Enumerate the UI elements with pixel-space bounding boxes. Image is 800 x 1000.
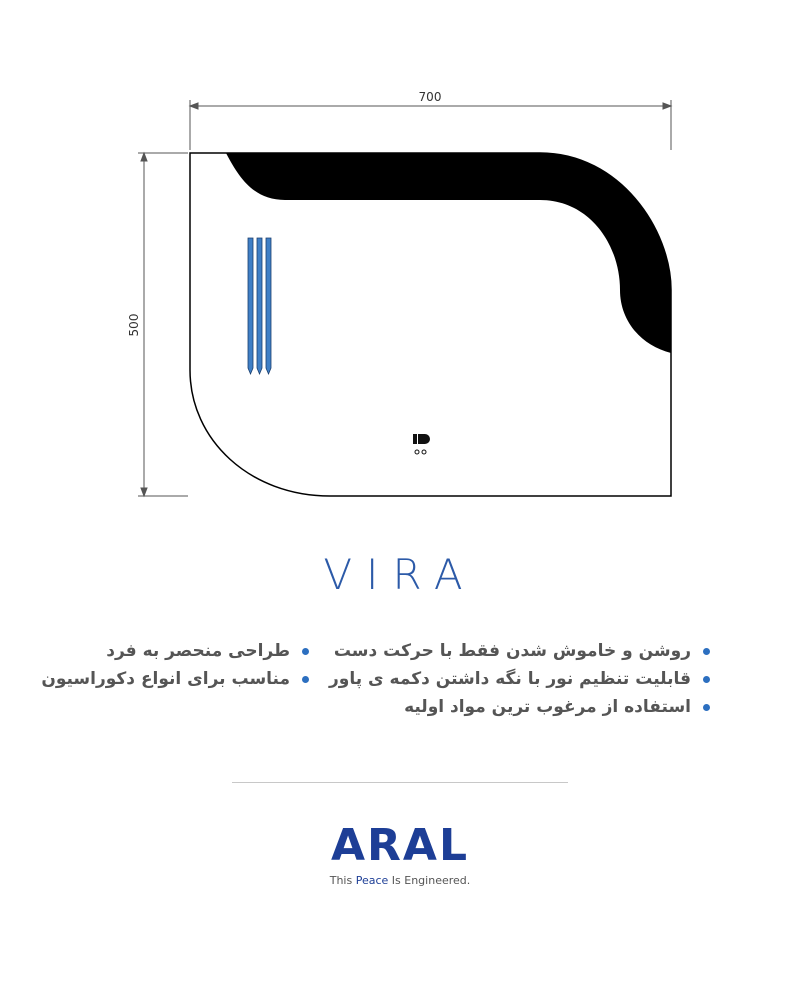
feature-text: طراحی منحصر به فرد [106,641,291,661]
feature-text: قابلیت تنظیم نور با نگه داشتن دکمه ی پاور [329,669,691,689]
feature-item [41,640,309,662]
feature-item [329,696,710,718]
width-label: 700 [418,90,442,104]
feature-column-left [41,640,309,718]
divider [232,782,568,783]
feature-list [41,640,710,718]
feature-item [329,640,710,662]
bullet-icon [302,648,309,655]
led-strips [248,238,271,374]
feature-text: روشن و خاموش شدن فقط با حرکت دست [333,641,691,661]
feature-text: مناسب برای انواع دکوراسیون [41,669,291,689]
brand-logo [0,822,800,887]
feature-item [41,668,309,690]
bullet-icon [302,676,309,683]
brand-tagline [0,874,800,887]
brand-logo-text: ARAL [330,820,470,871]
bullet-icon [703,704,710,711]
feature-text: استفاده از مرغوب ترین مواد اولیه [404,697,691,717]
width-dimension [190,100,671,150]
feature-item [329,668,710,690]
height-label: 500 [127,313,141,337]
height-dimension [138,153,188,496]
product-name: VIRA [323,550,477,599]
tagline-highlight: Peace [355,874,389,887]
feature-column-right [329,640,710,718]
bullet-icon [703,676,710,683]
tagline-part1: This [329,874,356,887]
tagline-part2: Is Engineered. [388,874,471,887]
bullet-icon [703,648,710,655]
